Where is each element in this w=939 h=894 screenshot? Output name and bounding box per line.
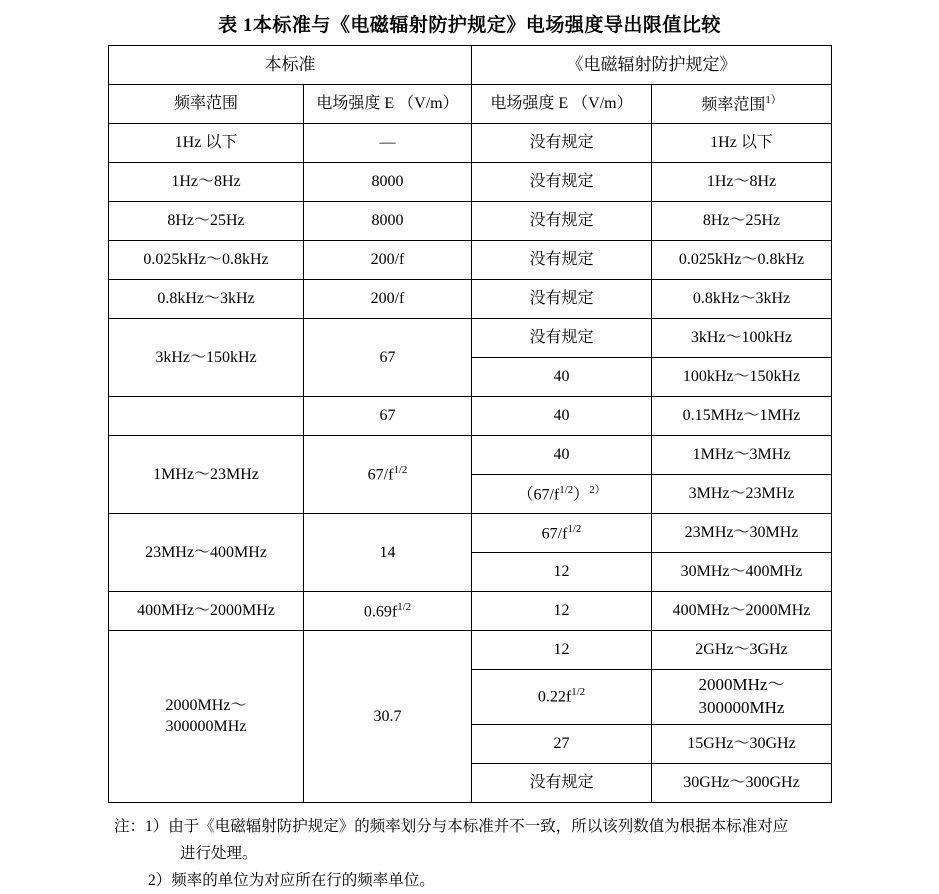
cell-frequency-regulation: 15GHz～30GHz xyxy=(652,724,832,763)
cell-frequency-standard: 23MHz～400MHz xyxy=(109,514,304,592)
table-row xyxy=(109,124,832,163)
cell-field-regulation: 12 xyxy=(472,592,652,631)
table-row xyxy=(109,397,832,436)
table-group-header-row xyxy=(109,46,832,85)
cell-field-regulation: 40 xyxy=(472,436,652,475)
cell-field-standard: 200/f xyxy=(304,280,472,319)
exponent: 1/2 xyxy=(567,522,582,535)
cell-frequency-standard-line1: 2000MHz～ xyxy=(165,696,247,714)
cell-field-regulation: 12 xyxy=(472,631,652,670)
cell-field-standard xyxy=(304,592,472,631)
cell-frequency-regulation: 1Hz 以下 xyxy=(652,124,832,163)
column-header-frequency-range-regulation xyxy=(652,85,832,124)
cell-frequency-standard-blank xyxy=(109,397,304,436)
table-notes xyxy=(0,803,939,894)
cell-field-regulation-text: 67/f xyxy=(541,524,568,542)
cell-frequency-regulation: 0.8kHz～3kHz xyxy=(652,280,832,319)
footnote-marker-2: 2） xyxy=(589,483,606,496)
cell-frequency-regulation: 100kHz～150kHz xyxy=(652,358,832,397)
cell-frequency-regulation: 0.025kHz～0.8kHz xyxy=(652,241,832,280)
note-item-1-continued: 进行处理。 xyxy=(180,845,258,862)
table-row xyxy=(109,514,832,553)
table-row xyxy=(109,319,832,358)
footnote-marker-1: 1） xyxy=(765,93,782,106)
exponent: 1/2 xyxy=(397,600,412,613)
cell-field-standard-text: 67/f xyxy=(367,466,394,484)
cell-frequency-standard: 1Hz 以下 xyxy=(109,124,304,163)
cell-field-standard: 14 xyxy=(304,514,472,592)
cell-field-regulation: 没有规定 xyxy=(472,319,652,358)
cell-frequency-standard: 3kHz～150kHz xyxy=(109,319,304,397)
cell-frequency-standard xyxy=(109,631,304,803)
cell-frequency-regulation: 2GHz～3GHz xyxy=(652,631,832,670)
cell-frequency-regulation: 3MHz～23MHz xyxy=(652,475,832,514)
cell-field-standard: 67 xyxy=(304,319,472,397)
cell-frequency-regulation: 30GHz～300GHz xyxy=(652,763,832,802)
cell-frequency-standard: 1Hz～8Hz xyxy=(109,163,304,202)
group-header-standard: 本标准 xyxy=(109,46,472,85)
cell-field-regulation: 没有规定 xyxy=(472,280,652,319)
note-item-2 xyxy=(108,867,831,894)
cell-field-standard: — xyxy=(304,124,472,163)
note-text-2: 频率的单位为对应所在行的频率单位。 xyxy=(171,872,435,890)
cell-frequency-regulation: 8Hz～25Hz xyxy=(652,202,832,241)
cell-field-regulation xyxy=(472,670,652,725)
cell-field-standard: 200/f xyxy=(304,241,472,280)
cell-field-standard: 30.7 xyxy=(304,631,472,803)
exponent: 1/2 xyxy=(559,483,574,496)
table-row xyxy=(109,631,832,670)
cell-field-standard xyxy=(304,436,472,514)
table-row xyxy=(109,163,832,202)
cell-field-regulation-text: 0.22f xyxy=(537,688,572,706)
note-text-1: 由于《电磁辐射防护规定》的频率划分与本标准并不一致，所以该列数值为根据本标准对应 xyxy=(168,817,789,835)
note-item-1 xyxy=(108,813,831,840)
cell-field-regulation: 没有规定 xyxy=(472,202,652,241)
note-label-1: 注：1） xyxy=(114,817,169,835)
cell-field-regulation xyxy=(472,475,652,514)
cell-frequency-standard: 8Hz～25Hz xyxy=(109,202,304,241)
cell-field-regulation: 没有规定 xyxy=(472,763,652,802)
page-title: 表 1本标准与《电磁辐射防护规定》电场强度导出限值比较 xyxy=(218,15,721,36)
column-header-frequency-range-standard: 频率范围 xyxy=(109,85,304,124)
cell-field-regulation-tail: ） xyxy=(573,485,590,503)
cell-field-standard: 8000 xyxy=(304,163,472,202)
table-container xyxy=(0,45,939,803)
cell-frequency-regulation: 23MHz～30MHz xyxy=(652,514,832,553)
cell-field-regulation: 12 xyxy=(472,553,652,592)
group-header-regulation: 《电磁辐射防护规定》 xyxy=(472,46,832,85)
table-row xyxy=(109,241,832,280)
comparison-table xyxy=(108,45,832,803)
cell-frequency-standard: 400MHz～2000MHz xyxy=(109,592,304,631)
cell-field-regulation: 40 xyxy=(472,397,652,436)
cell-field-regulation-text: （67/f xyxy=(517,485,560,503)
cell-field-standard: 67 xyxy=(304,397,472,436)
cell-frequency-standard: 1MHz～23MHz xyxy=(109,436,304,514)
table-sub-header-row xyxy=(109,85,832,124)
cell-field-regulation: 没有规定 xyxy=(472,124,652,163)
cell-field-standard: 8000 xyxy=(304,202,472,241)
cell-field-regulation: 40 xyxy=(472,358,652,397)
cell-frequency-regulation: 30MHz～400MHz xyxy=(652,553,832,592)
cell-frequency-regulation: 3kHz～100kHz xyxy=(652,319,832,358)
cell-frequency-regulation-line1: 2000MHz～ xyxy=(698,675,785,694)
cell-frequency-regulation: 400MHz～2000MHz xyxy=(652,592,832,631)
cell-frequency-standard-line2: 300000MHz xyxy=(165,718,247,736)
table-row xyxy=(109,592,832,631)
cell-frequency-regulation: 1MHz～3MHz xyxy=(652,436,832,475)
cell-frequency-regulation: 0.15MHz～1MHz xyxy=(652,397,832,436)
column-header-field-strength-standard: 电场强度 E （V/m） xyxy=(304,85,472,124)
cell-frequency-standard: 0.025kHz～0.8kHz xyxy=(109,241,304,280)
cell-field-regulation: 27 xyxy=(472,724,652,763)
table-row xyxy=(109,436,832,475)
cell-field-standard-text: 0.69f xyxy=(363,602,398,620)
column-header-field-strength-regulation: 电场强度 E （V/m） xyxy=(472,85,652,124)
cell-field-regulation: 没有规定 xyxy=(472,241,652,280)
cell-field-regulation: 没有规定 xyxy=(472,163,652,202)
exponent: 1/2 xyxy=(571,686,586,699)
exponent: 1/2 xyxy=(393,464,408,477)
table-row xyxy=(109,202,832,241)
cell-frequency-regulation xyxy=(652,670,832,725)
cell-field-regulation xyxy=(472,514,652,553)
table-row xyxy=(109,280,832,319)
cell-frequency-regulation-line2: 300000MHz xyxy=(698,697,785,717)
cell-frequency-standard: 0.8kHz～3kHz xyxy=(109,280,304,319)
column-header-frequency-range-regulation-text: 频率范围 xyxy=(701,95,766,113)
note-label-2: 2） xyxy=(148,872,172,890)
cell-frequency-regulation: 1Hz～8Hz xyxy=(652,163,832,202)
